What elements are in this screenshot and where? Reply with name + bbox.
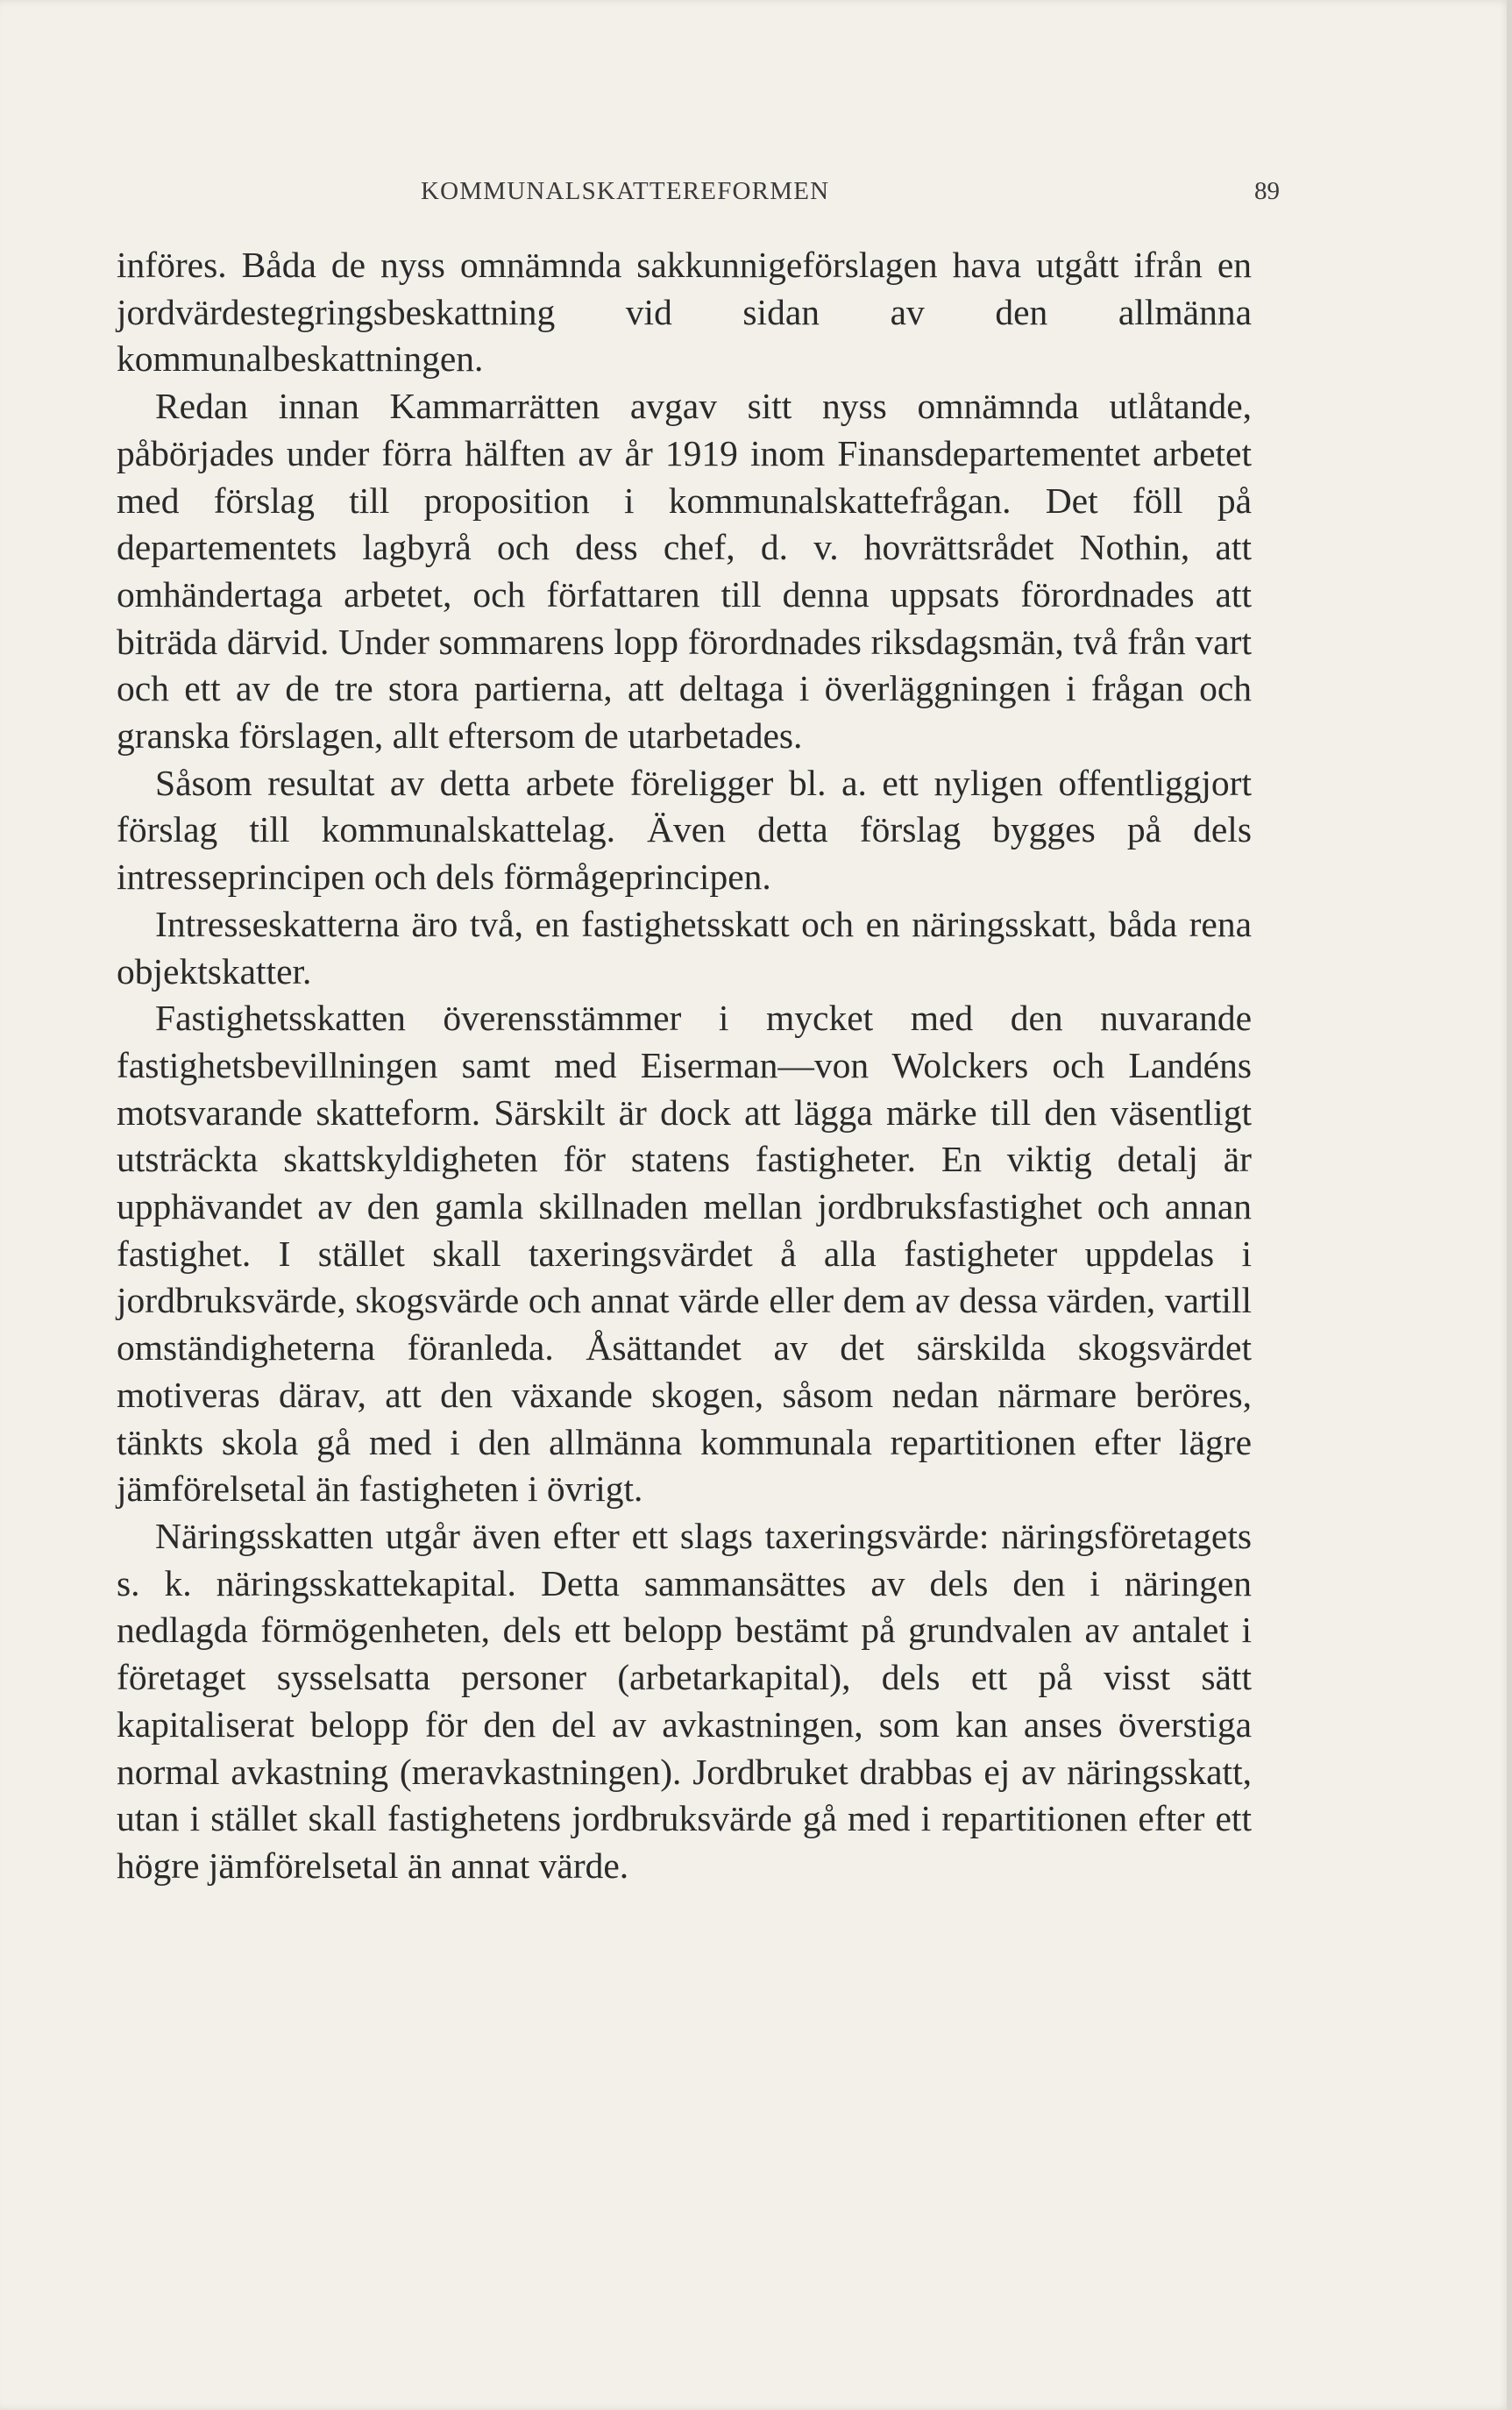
body-text bbox=[117, 242, 1252, 1890]
page-header bbox=[421, 177, 1280, 212]
paragraph: Näringsskatten utgår även efter ett slags taxeringsvärde: näringsföretagets s. k. näringsskattekapital. Detta sammansättes av dels den i näringen nedlagda förmögenheten, dels ett belopp bestämt på grundvalen av antalet i företaget sysselsatta personer (arbetarkapital), dels ett på visst sätt kapitaliserat belopp för den del av avkastningen, som kan anses överstiga normal avkastning (meravkastningen). Jordbruket drabbas ej av näringsskatt, utan i stället skall fastighetens jordbruksvärde gå med i repartitionen efter ett högre jämförelsetal än annat värde. bbox=[117, 1515, 1252, 1886]
running-head: KOMMUNALSKATTEREFORMEN bbox=[421, 177, 830, 205]
paragraph: Redan innan Kammarrätten avgav sitt nyss omnämnda utlåtande, påbörjades under förra hälften av år 1919 inom Finansdepartementet arbetet med förslag till proposition i kommunalskattefrågan. Det föll på departementets lagbyrå och dess chef, d. v. hovrättsrådet Nothin, att omhändertaga arbetet, och författaren till denna uppsats förordnades att biträda därvid. Under sommarens lopp förordnades riksdagsmän, två från vart och ett av de tre stora partierna, att deltaga i överläggningen i frågan och granska förslagen, allt eftersom de utarbetades. bbox=[117, 386, 1252, 757]
page-edge bbox=[1507, 0, 1512, 2410]
page-number: 89 bbox=[1254, 177, 1280, 205]
paragraph: Intresseskatterna äro två, en fastighetsskatt och en näringsskatt, båda rena objektskatter. bbox=[117, 903, 1252, 992]
paragraph: införes. Båda de nyss omnämnda sakkunnigeförslagen hava utgått ifrån en jordvärdestegringsbeskattning vid sidan av den allmänna kommunalbeskattningen. bbox=[117, 245, 1252, 380]
paragraph: Såsom resultat av detta arbete föreligger bl. a. ett nyligen offentliggjort förslag till kommunalskattelag. Även detta förslag bygges på dels intresseprincipen och dels förmågeprincipen. bbox=[117, 762, 1252, 898]
paragraph: Fastighetsskatten överensstämmer i mycket med den nuvarande fastighetsbevillningen samt med Eiserman—von Wolckers och Landéns motsvarande skatteform. Särskilt är dock att lägga märke till den väsentligt utsträckta skattskyldigheten för statens fastigheter. En viktig detalj är upphävandet av den gamla skillnaden mellan jordbruksfastighet och annan fastighet. I stället skall taxeringsvärdet å alla fastigheter uppdelas i jordbruksvärde, skogsvärde och annat värde eller dem av dessa värden, vartill omständigheterna föranleda. Åsättandet av det särskilda skogsvärdet motiveras därav, att den växande skogen, såsom nedan närmare beröres, tänkts skola gå med i den allmänna kommunala repartitionen efter lägre jämförelsetal än fastigheten i övrigt. bbox=[117, 998, 1252, 1510]
